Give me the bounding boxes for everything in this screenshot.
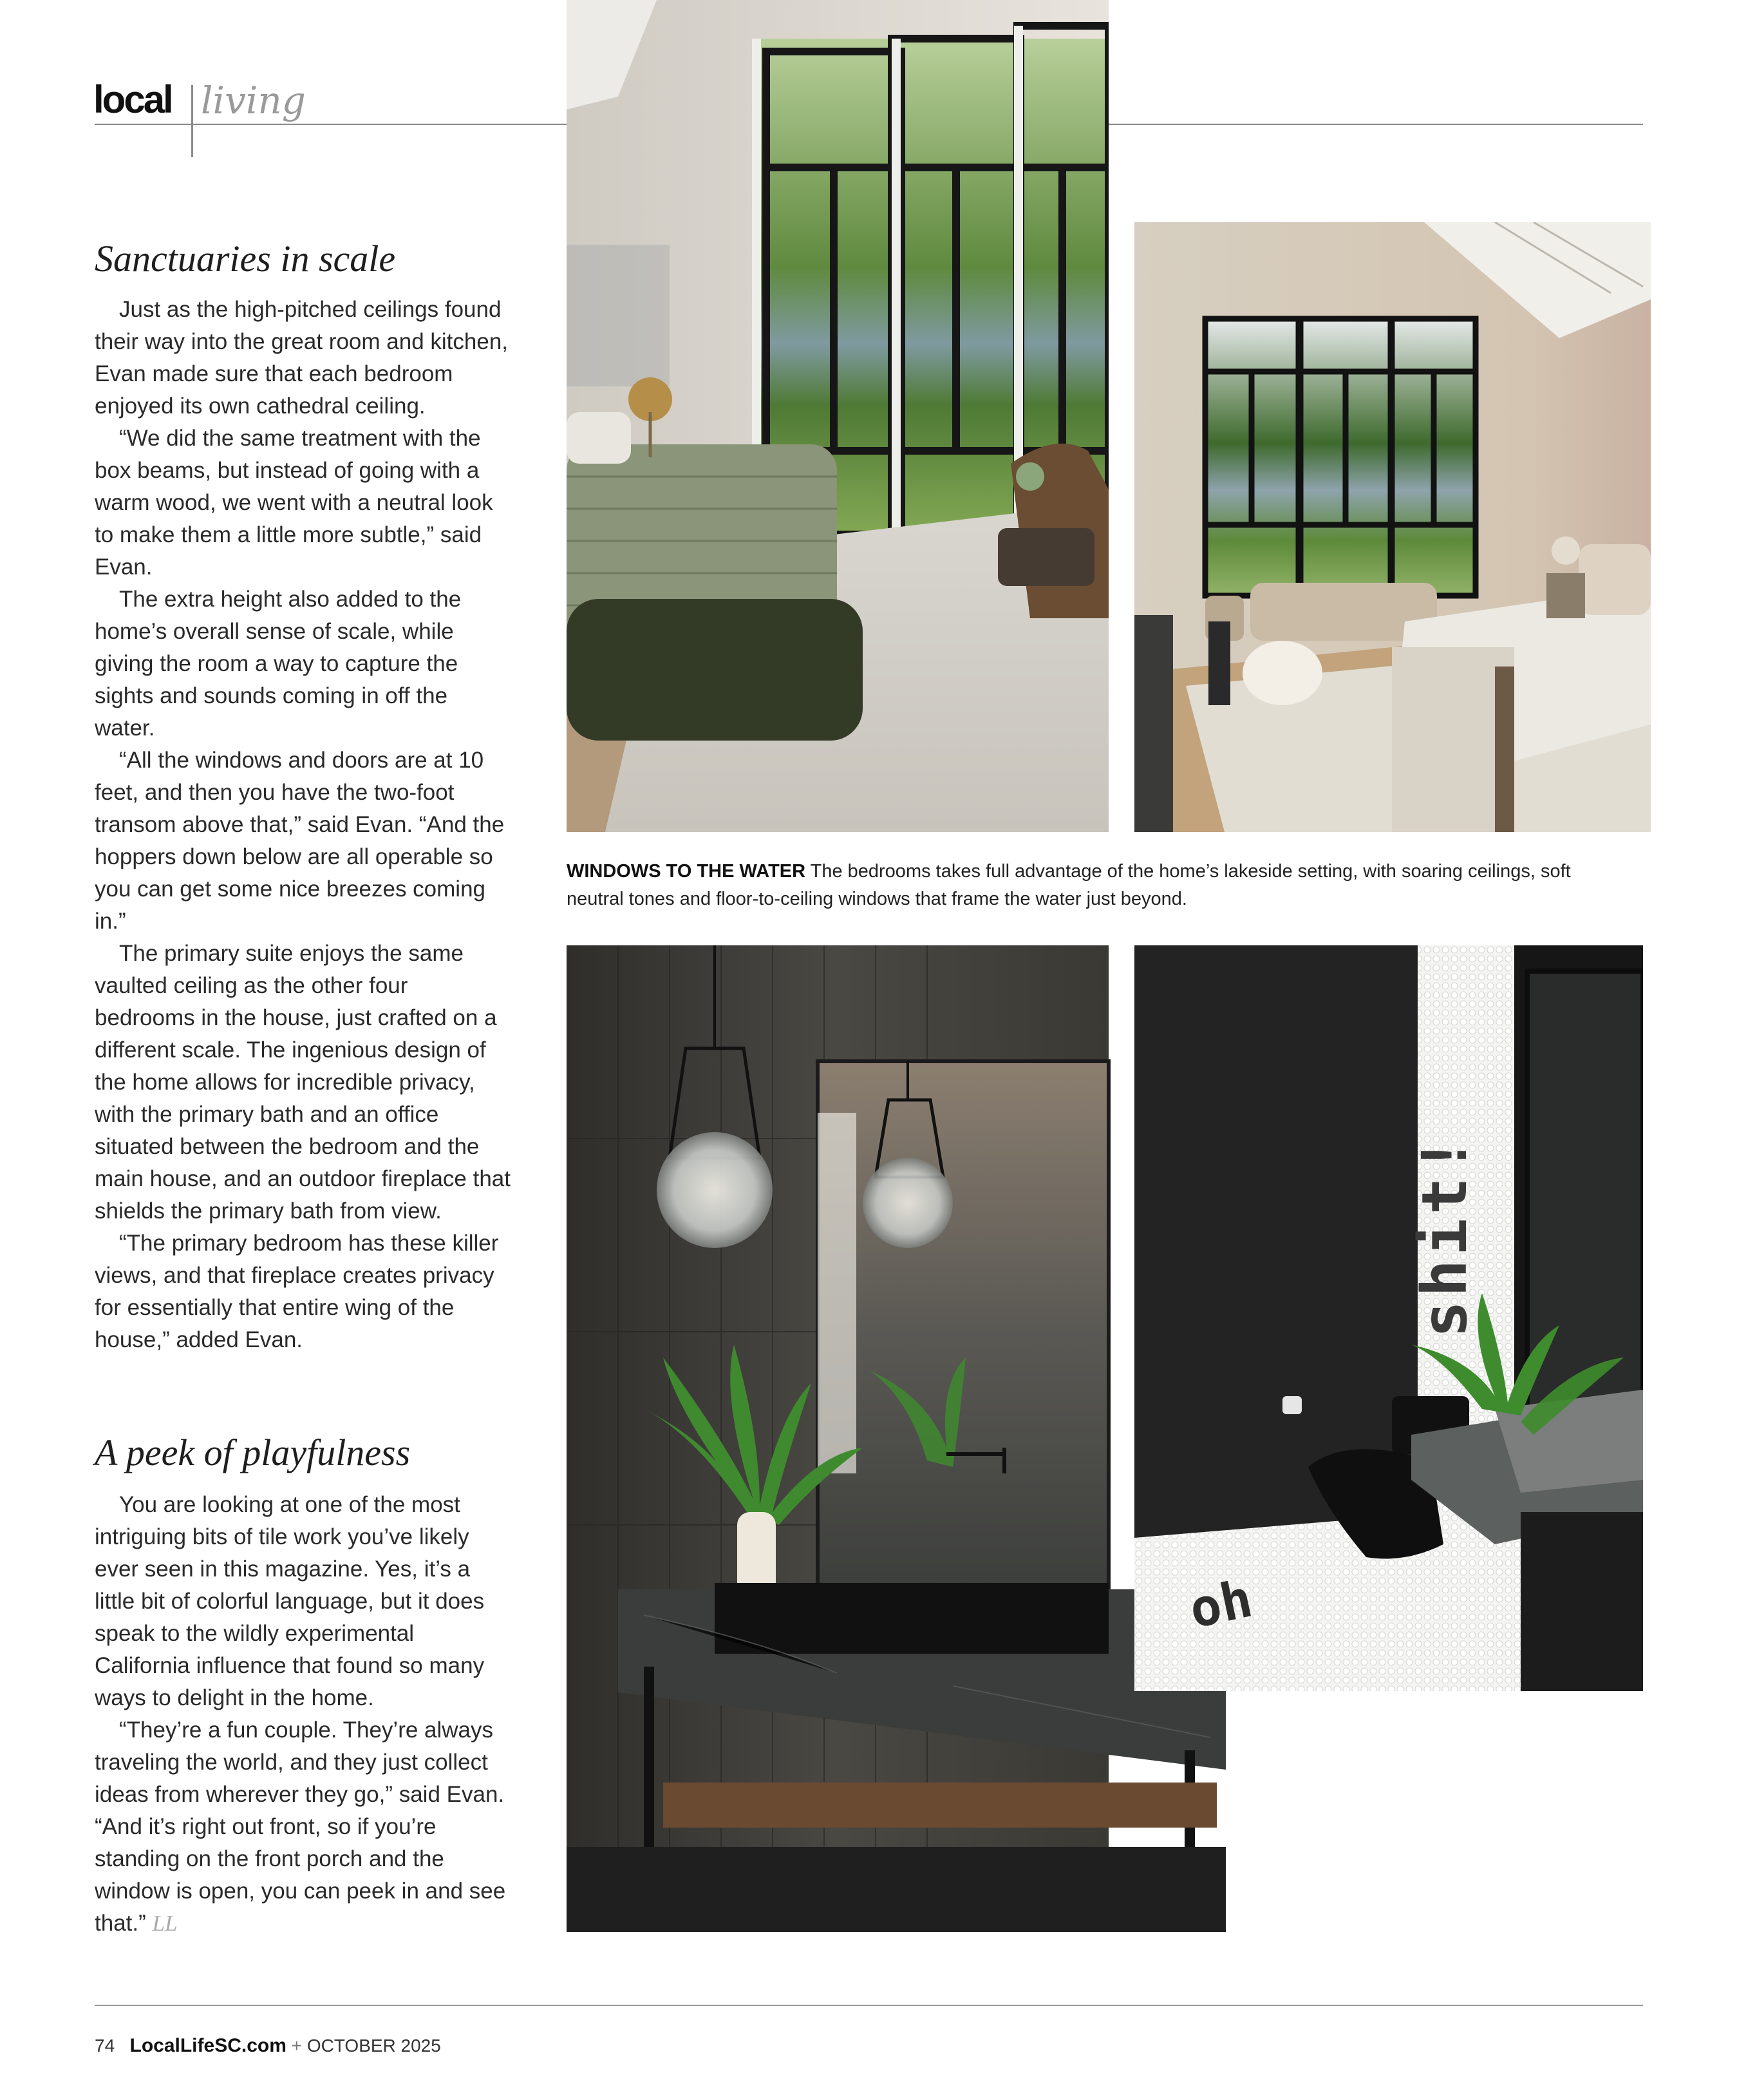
paragraph: “The primary bedroom has these killer views, and that fireplace creates privacy for essentially that entire wing of the house,” added Evan.	[95, 1231, 499, 1352]
paragraph: “All the windows and doors are at 10 feet, and then you have the two-foot transom above that,” said Evan. “And the hoppers down below are all operable so you can get some nice breezes coming in.”	[95, 748, 505, 934]
header-rule-left	[95, 124, 567, 125]
section-body-playfulness	[95, 1489, 513, 1940]
photo-bedroom-left	[567, 0, 1109, 832]
footer	[95, 2035, 441, 2057]
header-rule-right	[1109, 124, 1643, 125]
photo-caption	[567, 858, 1571, 913]
caption-lead: WINDOWS TO THE WATER	[567, 861, 806, 882]
footer-separator: +	[291, 2036, 303, 2056]
paragraph: Just as the high-pitched ceilings found their way into the great room and kitchen, Evan made sure that each bedroom enjoyed its own cathedral ceiling.	[95, 297, 509, 419]
photo-bathroom-vanity	[567, 945, 1226, 1932]
caption-text: The bedrooms takes full advantage of the home’s lakeside setting, with soaring ceilings, soft neutral tones and floor-to-ceiling windows that frame the water just beyond.	[567, 861, 1571, 909]
page-number: 74	[95, 2036, 115, 2056]
signoff-initials: LL	[152, 1911, 178, 1936]
logo-divider	[191, 85, 193, 157]
paragraph: The extra height also added to the home’s overall sense of scale, while giving the room a way to capture the sights and sounds coming in off the water.	[95, 587, 462, 741]
paragraph-text: “They’re a fun couple. They’re always traveling the world, and they just collect ideas from wherever they go,” said Evan. “And it’s right out front, so if you’re standing on the front porch and the window is open, you can peek in and see that.”	[95, 1717, 506, 1936]
paragraph: The primary suite enjoys the same vaulted ceiling as the other four bedrooms in the house, just crafted on a different scale. The ingenious design of the home allows for incredible privacy, with the primary bath and an office situated between the bedroom and the main house, and an outdoor fireplace that shields the primary bath from view.	[95, 941, 511, 1224]
photo-powder-room	[1134, 945, 1643, 1691]
tile-word-wall: shit!	[1409, 1132, 1481, 1338]
tile-word-floor: oh	[1184, 1568, 1258, 1640]
section-heading-playfulness: A peek of playfulness	[95, 1432, 411, 1473]
logo-local: local	[93, 78, 172, 121]
section-heading-sanctuaries: Sanctuaries in scale	[95, 238, 396, 279]
footer-issue: OCTOBER 2025	[306, 2036, 441, 2056]
logo-living: living	[201, 79, 306, 122]
paragraph	[95, 1714, 513, 1940]
paragraph: You are looking at one of the most intriguing bits of tile work you’ve likely ever seen in this magazine. Yes, it’s a little bit of colorful language, but it does speak to the wildly experimental California influence that found so many ways to delight in the home.	[95, 1492, 485, 1710]
paragraph: “We did the same treatment with the box beams, but instead of going with a warm wood, we went with a neutral look to make them a little more subtle,” said Evan.	[95, 426, 493, 580]
section-body-sanctuaries	[95, 294, 513, 1356]
footer-rule	[95, 2005, 1643, 2006]
footer-site-link[interactable]: LocalLifeSC.com	[129, 2035, 286, 2056]
photo-bedroom-right	[1134, 222, 1651, 832]
